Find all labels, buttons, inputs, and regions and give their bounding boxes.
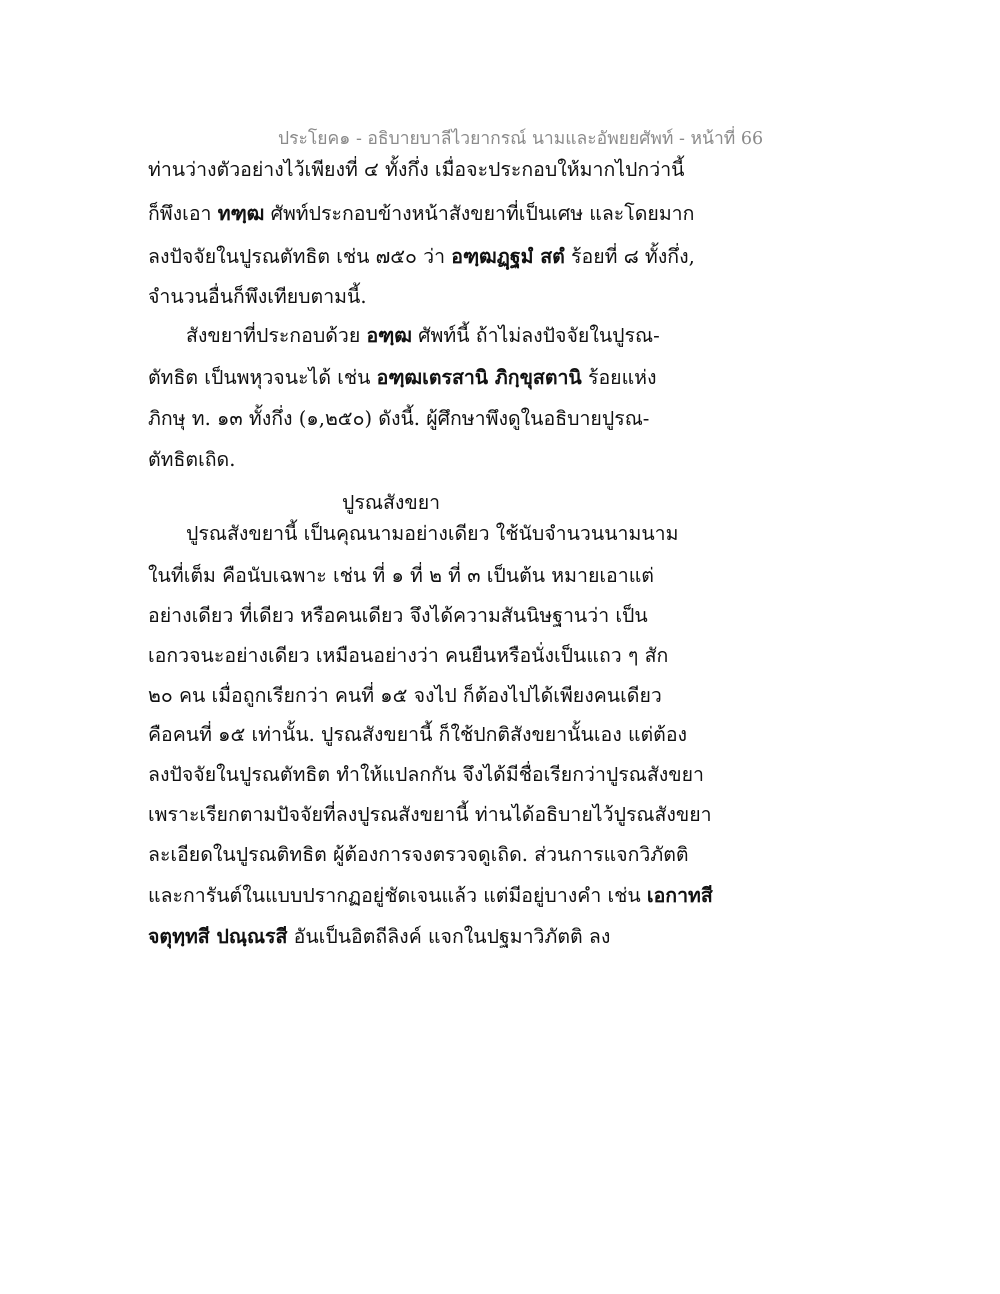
pali-term: อฑฺฒ xyxy=(366,324,412,347)
pali-term: เอกาทสี xyxy=(646,884,713,907)
text-line xyxy=(148,204,694,224)
text-segment: ลงปัจจัยในปูรณตัทธิต เช่น ๗๕๐ ว่า xyxy=(148,245,452,268)
pali-term: อฑฺฒฏฺฐมํ สตํ xyxy=(451,245,565,268)
text-line xyxy=(186,326,660,346)
section-heading: ปูรณสังขยา xyxy=(342,491,441,514)
text-segment: ศัพท์นี้ ถ้าไม่ลงปัจจัยในปูรณ- xyxy=(411,324,660,347)
page-header: ประโยค๑ - อธิบายบาลีไวยากรณ์ นามและอัพยยศัพท์ - หน้าที่ 66 xyxy=(278,129,764,149)
text-line: อย่างเดียว ที่เดียว หรือคนเดียว จึงได้ความสันนิษฐานว่า เป็น xyxy=(148,604,648,627)
text-line: ปูรณสังขยานี้ เป็นคุณนามอย่างเดียว ใช้นับจำนวนนามนาม xyxy=(186,522,679,545)
text-line xyxy=(148,368,657,388)
text-line: ท่านว่างตัวอย่างไว้เพียงที่ ๔ ทั้งกึ่ง เมื่อจะประกอบให้มากไปกว่านี้ xyxy=(148,158,685,181)
text-segment: และการันต์ในแบบปรากฏอยู่ชัดเจนแล้ว แต่มีอยู่บางคำ เช่น xyxy=(148,884,647,907)
pali-term: ทฑฺฒ xyxy=(217,202,265,225)
text-line: ๒๐ คน เมื่อถูกเรียกว่า คนที่ ๑๕ จงไป ก็ต้องไปได้เพียงคนเดียว xyxy=(148,684,662,707)
pali-term: อฑฺฒเตรสานิ ภิกฺขุสตานิ xyxy=(376,366,582,389)
text-segment: ตัทธิต เป็นพหุวจนะได้ เช่น xyxy=(148,366,377,389)
text-segment: ร้อยที่ ๘ ทั้งกึ่ง, xyxy=(564,245,695,268)
text-line: ภิกษุ ท. ๑๓ ทั้งกึ่ง (๑,๒๕๐) ดังนี้. ผู้ศึกษาพึงดูในอธิบายปูรณ- xyxy=(148,407,650,430)
text-line xyxy=(148,247,695,267)
text-segment: อันเป็นอิตถีลิงค์ แจกในปฐมาวิภัตติ ลง xyxy=(287,925,611,948)
text-line: เอกวจนะอย่างเดียว เหมือนอย่างว่า คนยืนหรือนั่งเป็นแถว ๆ สัก xyxy=(148,644,669,667)
text-line xyxy=(148,886,713,906)
text-line: ในที่เต็ม คือนับเฉพาะ เช่น ที่ ๑ ที่ ๒ ที่ ๓ เป็นต้น หมายเอาแต่ xyxy=(148,564,654,587)
text-segment: ศัพท์ประกอบข้างหน้าสังขยาที่เป็นเศษ และโดยมาก xyxy=(264,202,695,225)
text-line: ตัทธิตเถิด. xyxy=(148,448,236,471)
text-line: เพราะเรียกตามปัจจัยที่ลงปูรณสังขยานี้ ท่านได้อธิบายไว้ปูรณสังขยา xyxy=(148,803,712,826)
text-line: ละเอียดในปูรณติทธิต ผู้ต้องการจงตรวจดูเถิด. ส่วนการแจกวิภัตติ xyxy=(148,843,689,866)
text-segment: ก็พึงเอา xyxy=(148,202,218,225)
text-line: จำนวนอื่นก็พึงเทียบตามนี้. xyxy=(148,285,367,308)
text-segment: ร้อยแห่ง xyxy=(581,366,657,389)
text-line xyxy=(148,927,610,947)
text-line: ลงปัจจัยในปูรณตัทธิต ทำให้แปลกกัน จึงได้มีชื่อเรียกว่าปูรณสังขยา xyxy=(148,763,704,786)
pali-term: จตุทฺทสี ปณฺณรสี xyxy=(148,925,288,948)
text-line: คือคนที่ ๑๕ เท่านั้น. ปูรณสังขยานี้ ก็ใช้ปกติสังขยานั้นเอง แต่ต้อง xyxy=(148,723,688,746)
text-segment: สังขยาที่ประกอบด้วย xyxy=(186,324,367,347)
